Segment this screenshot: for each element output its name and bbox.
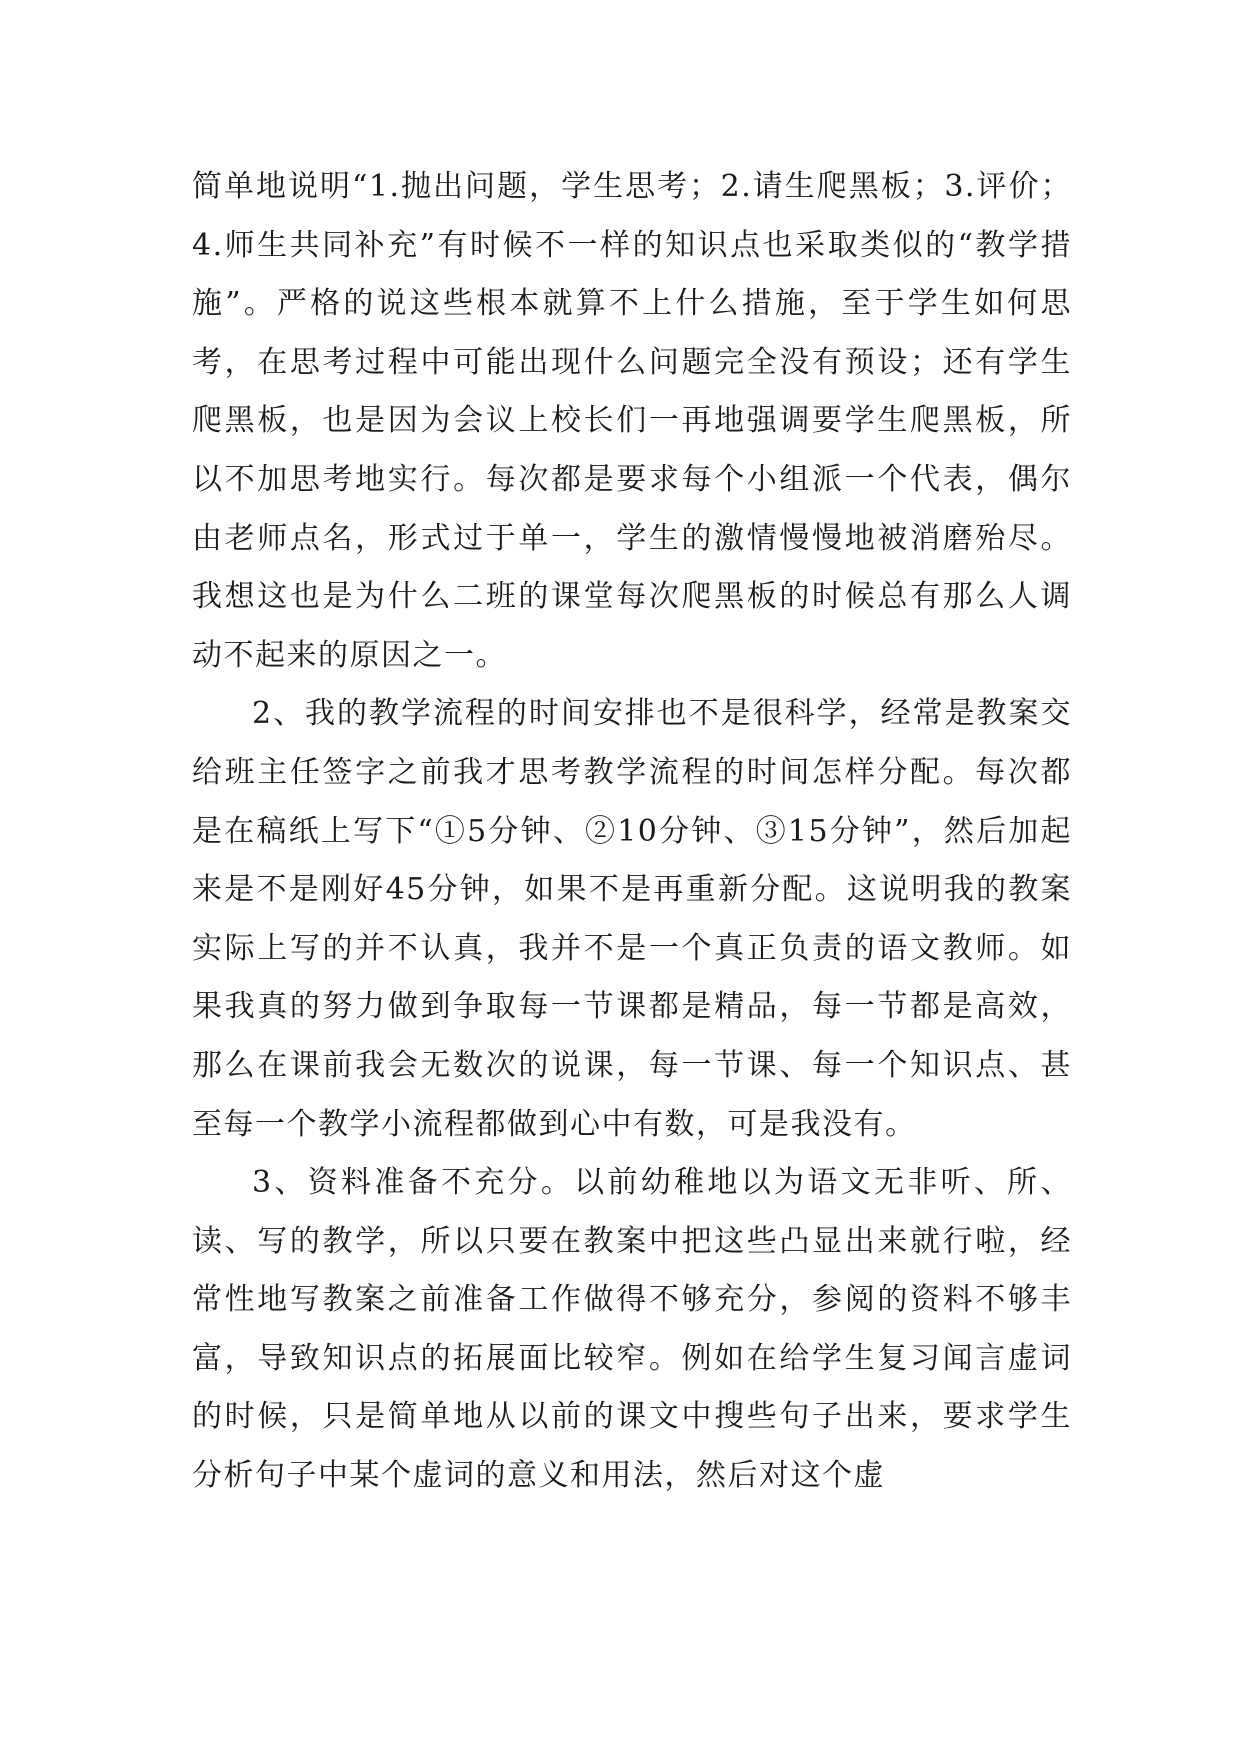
paragraph-continuation: 简单地说明“1.抛出问题，学生思考；2.请生爬黑板；3.评价；4.师生共同补充”有时候不一样的知识点也采取类似的“教学措施”。严格的说这些根本就算不上什么措施，至于学生如何思考，在思考过程中可能出现什么问题完全没有预设；还有学生爬黑板，也是因为会议上校长们一再地强调要学生爬黑板，所以不加思考地实行。每次都是要求每个小组派一个代表，偶尔由老师点名，形式过于单一，学生的激情慢慢地被消磨殆尽。我想这也是为什么二班的课堂每次爬黑板的时候总有那么人调动不起来的原因之一。 <box>192 169 1072 673</box>
paragraph-item-2: 2、我的教学流程的时间安排也不是很科学，经常是教案交给班主任签字之前我才思考教学流程的时间怎样分配。每次都是在稿纸上写下“①5分钟、②10分钟、③15分钟”，然后加起来是不是刚好45分钟，如果不是再重新分配。这说明我的教案实际上写的并不认真，我并不是一个真正负责的语文教师。如果我真的努力做到争取每一节课都是精品，每一节都是高效，那么在课前我会无数次的说课，每一节课、每一个知识点、甚至每一个教学小流程都做到心中有数，可是我没有。 <box>192 696 1072 1142</box>
paragraph-item-3: 3、资料准备不充分。以前幼稚地以为语文无非听、所、读、写的教学，所以只要在教案中把这些凸显出来就行啦，经常性地写教案之前准备工作做得不够充分，参阅的资料不够丰富，导致知识点的拓展面比较窄。例如在给学生复习闻言虚词的时候，只是简单地从以前的课文中搜些句子出来，要求学生分析句子中某个虚词的意义和用法，然后对这个虚 <box>192 1165 1072 1494</box>
body-text <box>192 158 1072 1506</box>
